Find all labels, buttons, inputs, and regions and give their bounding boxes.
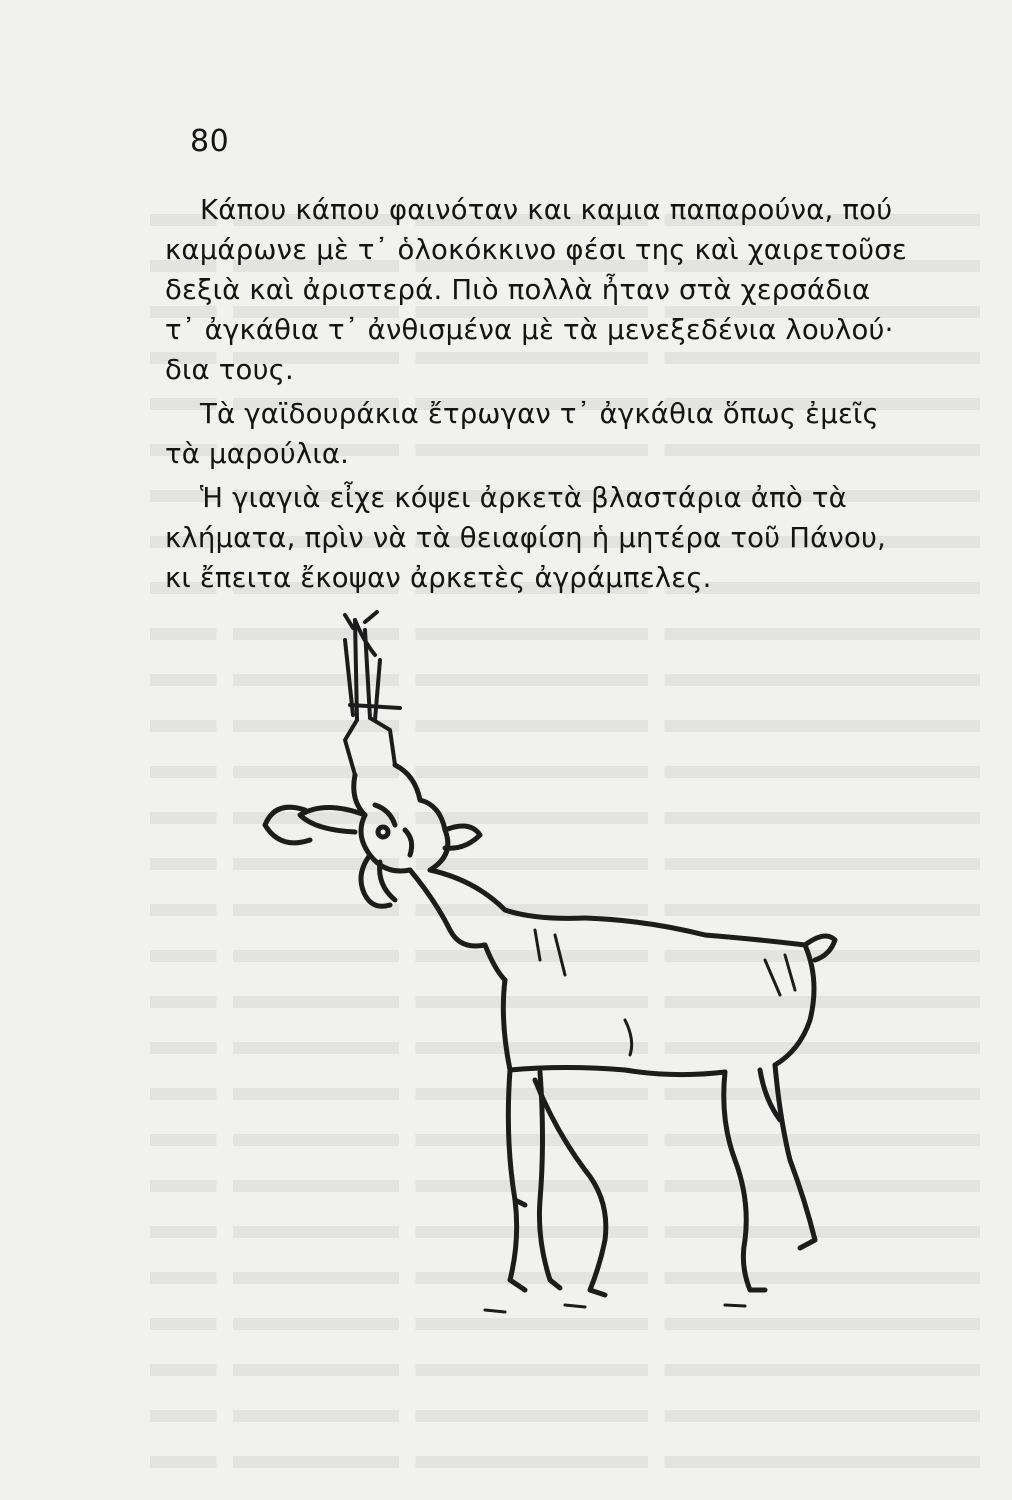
page-number: 80	[190, 124, 230, 159]
text-line: δεξιὰ καὶ ἀριστερά. Πιὸ πολλὰ ἦταν στὰ χερσάδια	[165, 274, 871, 306]
text-line: καμάρωνε μὲ τ᾽ ὁλοκόκκινο φέσι της καὶ χαιρετοῦσε	[165, 234, 907, 266]
paragraph-2	[165, 394, 985, 474]
text-line: κι ἔπειτα ἔκοψαν ἀρκετὲς ἀγράμπελες.	[165, 562, 712, 594]
text-line: τ᾽ ἀγκάθια τ᾽ ἀνθισμένα μὲ τὰ μενεξεδένια λουλού·	[165, 314, 894, 346]
goat-eating-branches-icon	[205, 600, 855, 1380]
text-line: Τὰ γαϊδουράκια ἔτρωγαν τ᾽ ἀγκάθια ὅπως ἐμεῖς	[200, 398, 879, 430]
text-line: Ἡ γιαγιὰ εἶχε κόψει ἀρκετὰ βλαστάρια ἀπὸ τὰ	[200, 482, 847, 514]
text-line: Κάπου κάπου φαινόταν και καμια παπαρούνα, πού	[200, 194, 893, 226]
text-line: δια τους.	[165, 354, 294, 386]
paragraph-3	[165, 478, 985, 598]
paragraph-1	[165, 190, 985, 390]
body-text	[165, 190, 985, 598]
text-line: κλήματα, πρὶν νὰ τὰ θειαφίση ἡ μητέρα τοῦ Πάνου,	[165, 522, 887, 554]
text-line: τὰ μαρούλια.	[165, 438, 350, 470]
